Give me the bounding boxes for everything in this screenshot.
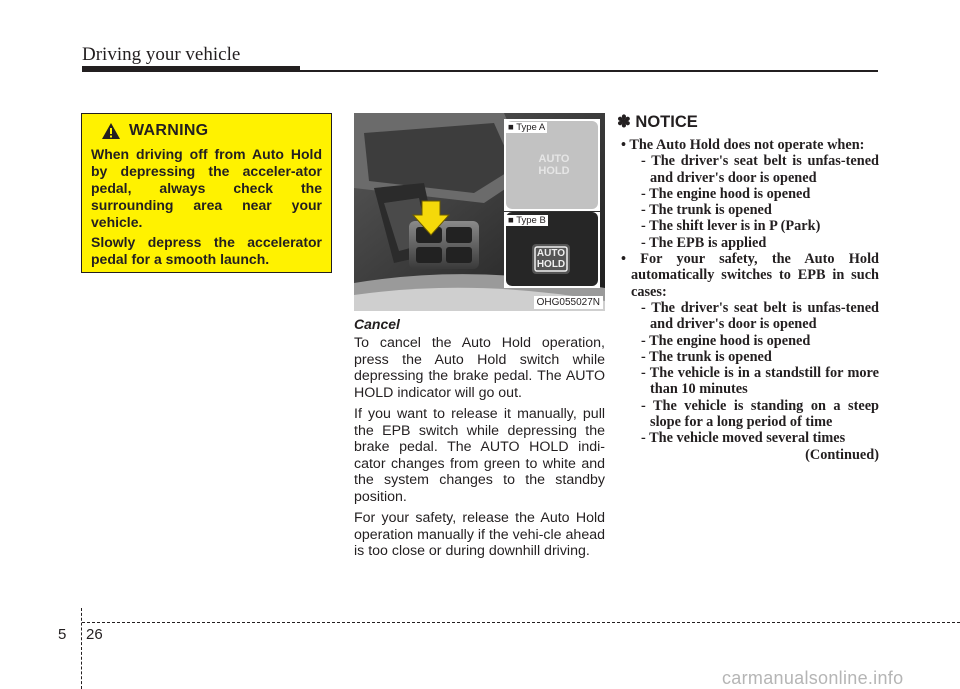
notice-item: - The vehicle is standing on a steep slope for a long period of time: [641, 397, 879, 431]
notice-item: - The trunk is opened: [641, 348, 772, 365]
notice-continued: (Continued): [805, 446, 879, 463]
type-a-label: ■ Type A: [508, 122, 546, 133]
notice-item: - The vehicle moved several times: [641, 430, 846, 447]
figure-code: OHG055027N: [534, 296, 603, 309]
notice-item: - The shift lever is in P (Park): [641, 218, 821, 235]
page-header-title: Driving your vehicle: [82, 44, 241, 65]
footer-rule-vertical: [81, 608, 82, 689]
cancel-paragraph: If you want to release it manually, pull the EPB switch while depressing the brake pedal. The AUTO HOLD indi-cator changes from green to white and the system changes to the standby position.: [354, 406, 605, 505]
warning-paragraph: Slowly depress the accelerator pedal for a smooth launch.: [91, 234, 322, 267]
warning-title: WARNING: [129, 122, 209, 139]
watermark: carmanualsonline.info: [722, 668, 904, 688]
notice-item: - The engine hood is opened: [641, 332, 811, 349]
warning-heading: [101, 122, 322, 140]
notice-item: - The trunk is opened: [641, 202, 772, 219]
notice-item: - The engine hood is opened: [641, 185, 811, 202]
notice-section: [617, 112, 879, 463]
cancel-heading: Cancel: [354, 316, 400, 332]
type-a-hold: HOLD: [538, 165, 570, 177]
header-rule-thin: [300, 70, 878, 72]
footer-rule-horizontal: [82, 622, 960, 623]
type-b-label: ■ Type B: [508, 215, 546, 226]
type-a-auto: AUTO: [538, 153, 570, 165]
notice-bullet: • For your safety, the Auto Hold automatically switches to EPB in such cases:: [621, 251, 879, 300]
notice-item: - The driver's seat belt is unfas-tened and driver's door is opened: [641, 299, 879, 333]
type-a-button-text: [534, 153, 574, 177]
warning-paragraph: When driving off from Auto Hold by depressing the acceler-ator pedal, always check the surrounding area near your vehicle.: [91, 146, 322, 230]
notice-item: - The EPB is applied: [641, 234, 767, 251]
warning-box: [81, 113, 332, 273]
notice-bullet: • The Auto Hold does not operate when:: [621, 137, 865, 153]
notice-item: - The vehicle is in a standstill for more than 10 minutes: [641, 365, 879, 398]
notice-item: - The driver's seat belt is unfas-tened and driver's door is opened: [641, 153, 879, 186]
cancel-paragraph: For your safety, release the Auto Hold operation manually if the vehi-cle ahead is too close or during downhill driving.: [354, 510, 605, 559]
type-b-hold: HOLD: [536, 259, 566, 270]
cancel-paragraph: To cancel the Auto Hold operation, press the Auto Hold switch while depressing the brake pedal. The AUTO HOLD indicator will go out.: [354, 335, 605, 401]
page-number: 26: [86, 626, 103, 643]
header-rule-thick: [82, 66, 300, 72]
auto-hold-figure: [354, 113, 605, 311]
type-b-auto: AUTO: [536, 248, 566, 259]
chapter-number: 5: [58, 626, 67, 643]
notice-title: ✽ NOTICE: [617, 113, 698, 131]
warning-triangle-icon: [101, 122, 121, 140]
cancel-section: [354, 316, 605, 565]
type-b-button-text: [532, 248, 570, 270]
